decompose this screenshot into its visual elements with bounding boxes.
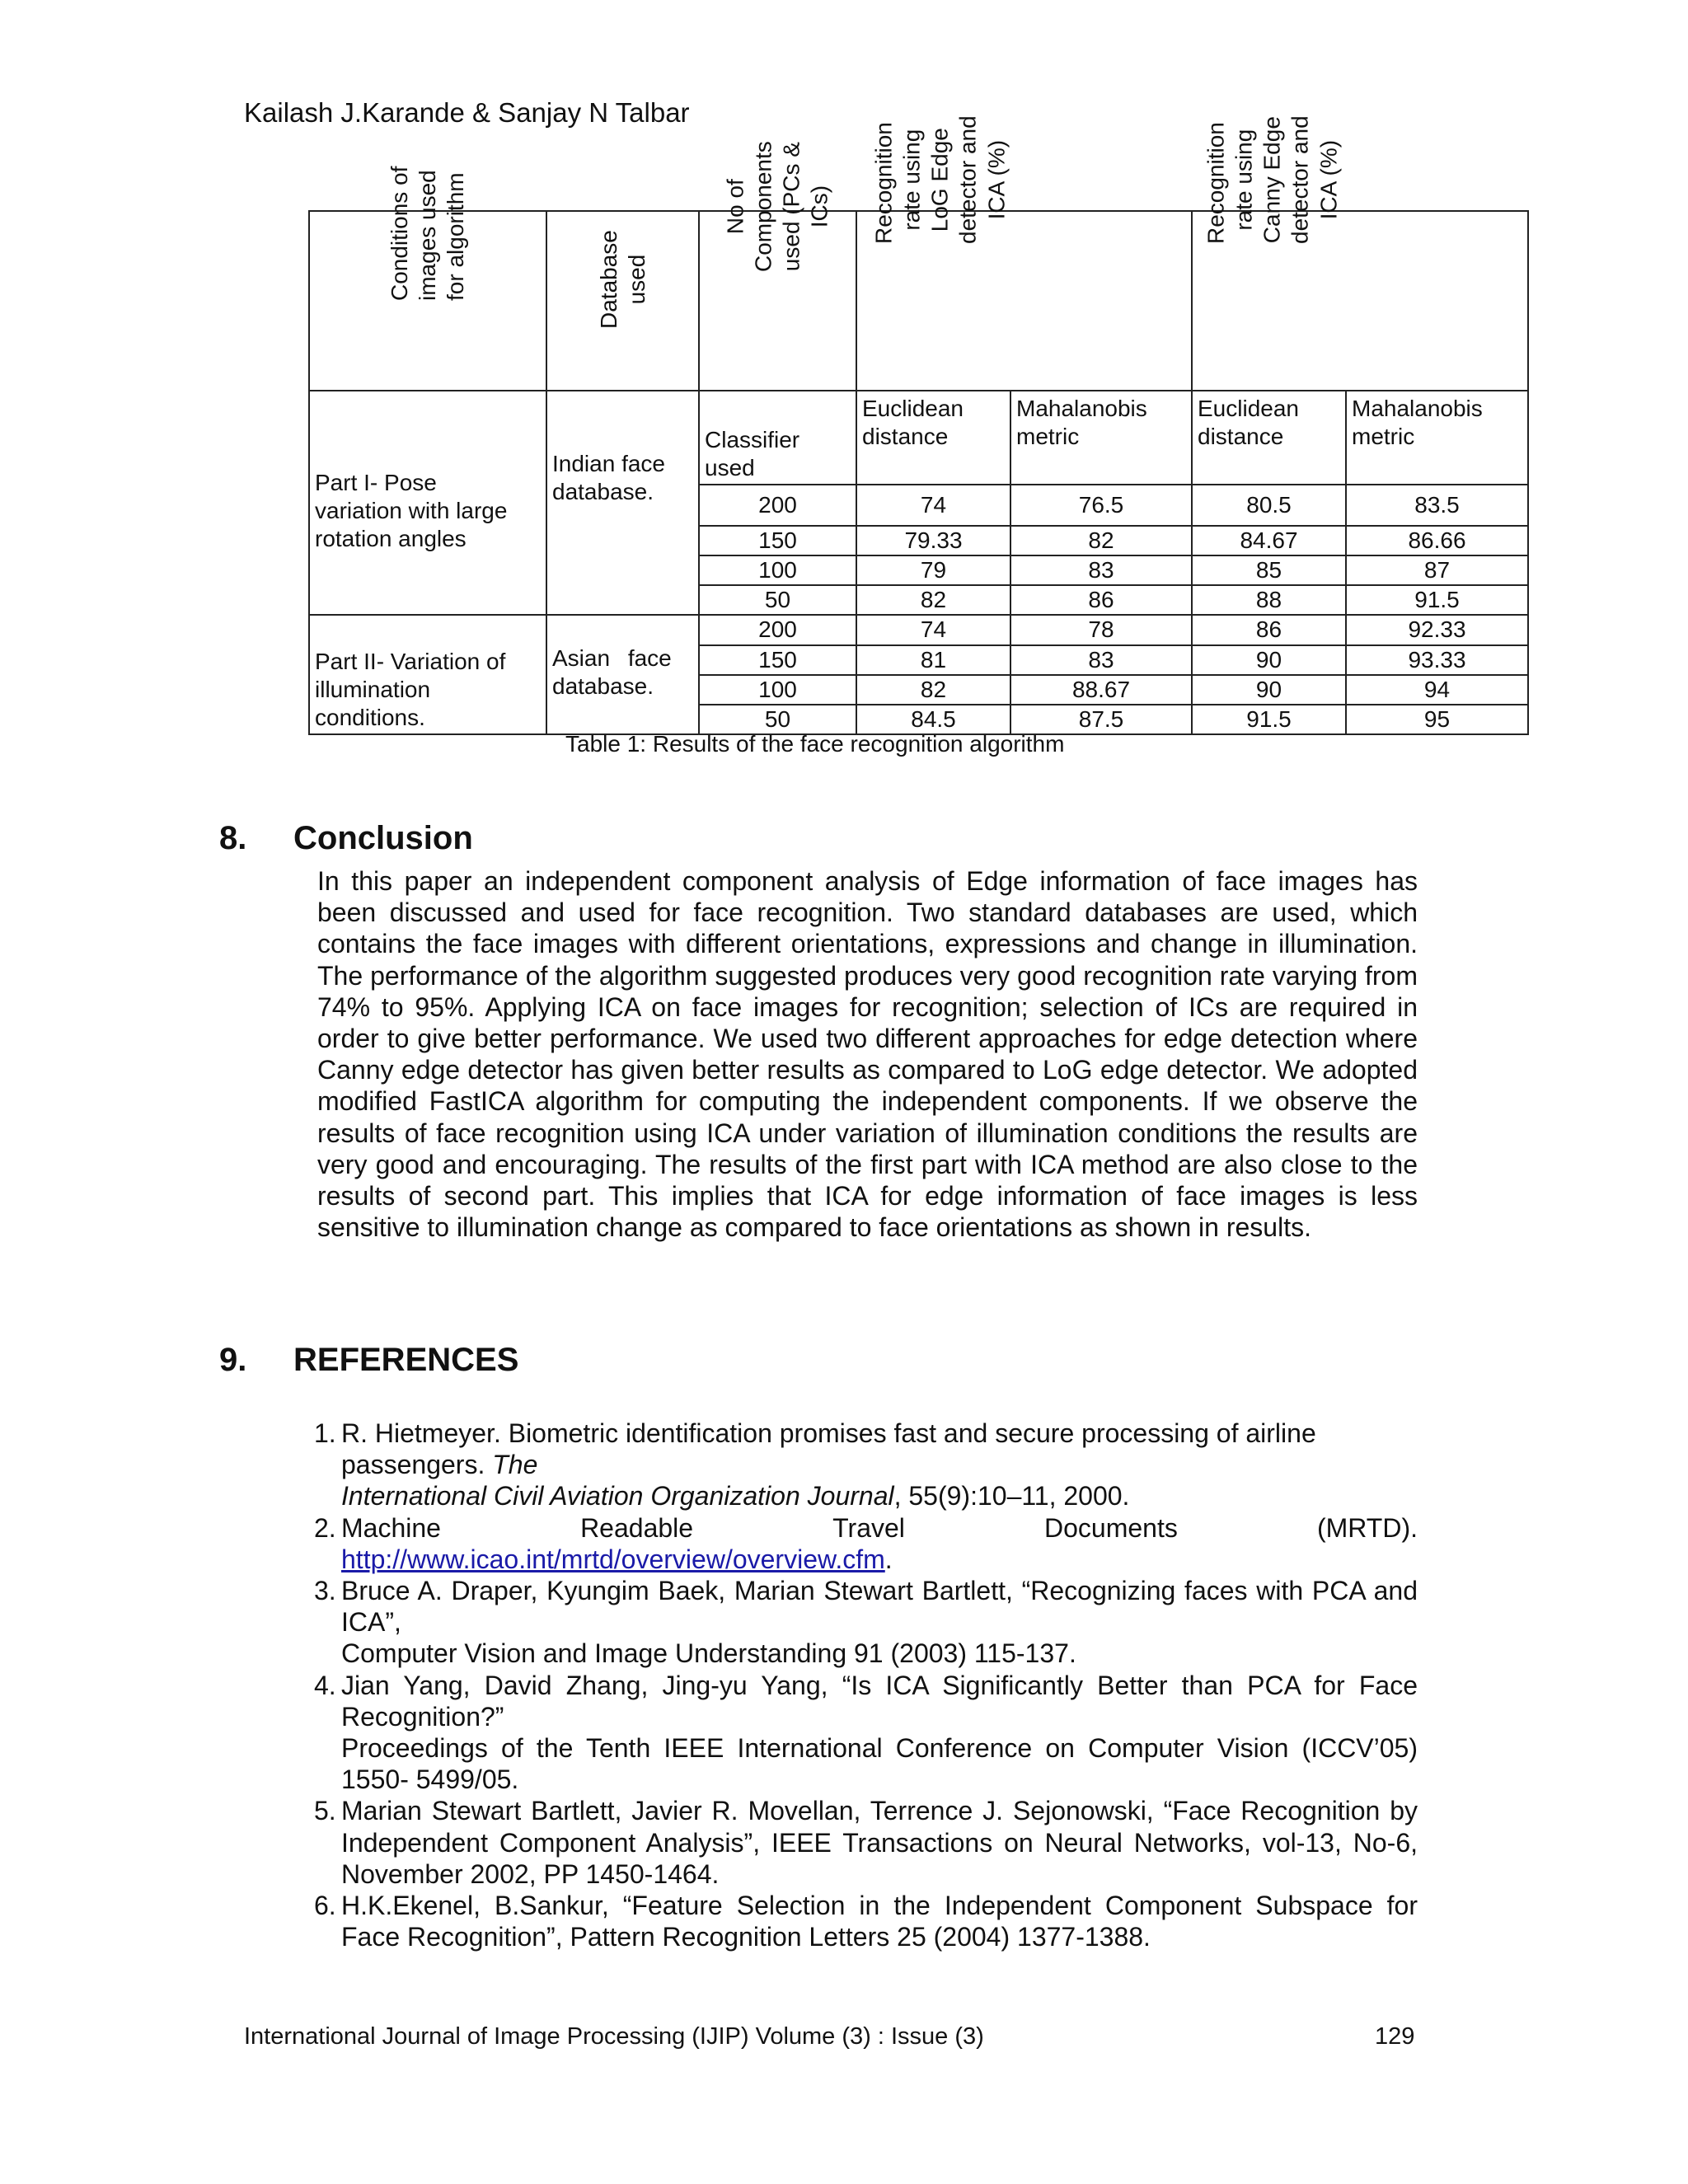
cell: 82 [856,585,1010,615]
cell: 84.67 [1192,526,1346,555]
cell: 74 [856,485,1010,526]
reference-number: 3. [314,1576,336,1606]
reference-item: 6. H.K.Ekenel, B.Sankur, “Feature Selection in the Independent Component Subspace for Face Recognition”, Pattern Recognition Letters 25 (2004) 1377-1388. [290,1890,1418,1952]
cell: 100 [699,555,856,585]
header-classifier: Classifier used [699,391,856,485]
reference-item: 5. Marian Stewart Bartlett, Javier R. Movellan, Terrence J. Sejonowski, “Face Recognition by Independent Component Analysis”, IEEE Transactions on Neural Networks, vol-13, No-6, November 2002, PP 1450-1464. [290,1795,1418,1890]
cell: 91.5 [1346,585,1528,615]
reference-item: 4. Jian Yang, David Zhang, Jing-yu Yang, “Is ICA Significantly Better than PCA for Face Recognition?” Proceedings of the Tenth IEEE International Conference on Computer Vision (ICCV’05) 1550- 5499/05. [290,1670,1418,1796]
cell: 86 [1192,615,1346,644]
cell: 79.33 [856,526,1010,555]
reference-number: 6. [314,1891,336,1921]
table-subheader-row [309,391,1528,485]
footer-journal: International Journal of Image Processing (IJIP) Volume (3) : Issue (3) [244,2023,984,2050]
cell: 83.5 [1346,485,1528,526]
results-table [308,115,1529,735]
cell: 200 [699,615,856,644]
cell: 90 [1192,675,1346,705]
header-canny-euclidean: Euclidean distance [1192,391,1346,485]
cell: 74 [856,615,1010,644]
cell: 87 [1346,555,1528,585]
cell: 79 [856,555,1010,585]
header-log-euclidean: Euclidean distance [856,391,1010,485]
cell: 83 [1010,645,1192,675]
header-conditions: Conditions of images used for algorithm [309,211,546,391]
reference-item: 2. Machine Readable Travel Documents (MRTD). http://www.icao.int/mrtd/overview/overview.cfm. [290,1512,1418,1575]
cell: 76.5 [1010,485,1192,526]
cell: 86.66 [1346,526,1528,555]
cell: 78 [1010,615,1192,644]
group2-database: Asian face database. [546,615,699,734]
reference-item: 3. Bruce A. Draper, Kyungim Baek, Marian Stewart Bartlett, “Recognizing faces with PCA and ICA”, Computer Vision and Image Understanding 91 (2003) 115-137. [290,1575,1418,1670]
reference-number: 4. [314,1670,336,1700]
table-header-row [309,211,1528,391]
cell: 91.5 [1192,705,1346,734]
section-number-conclusion: 8. [219,820,247,856]
cell: 95 [1346,705,1528,734]
running-header: Kailash J.Karande & Sanjay N Talbar [244,97,690,128]
cell: 83 [1010,555,1192,585]
header-canny-mahalanobis: Mahalanobis metric [1346,391,1528,485]
group1-database: Indian face database. [546,391,699,615]
cell: 82 [1010,526,1192,555]
cell: 82 [856,675,1010,705]
group1-condition: Part I- Pose variation with large rotation angles [309,391,546,615]
cell: 150 [699,526,856,555]
cell: 92.33 [1346,615,1528,644]
cell: 150 [699,645,856,675]
reference-item: 1. R. Hietmeyer. Biometric identification promises fast and secure processing of airline passengers. The International Civil Aviation Organization Journal, 55(9):10–11, 2000. [290,1418,1418,1512]
page-number: 129 [1375,2023,1415,2050]
header-database: Database used [546,211,699,391]
cell: 93.33 [1346,645,1528,675]
conclusion-paragraph: In this paper an independent component analysis of Edge information of face images has been discussed and used for face recognition. Two standard databases are used, which contains the face images with different orientations, expressions and change in illumination. The performance of the algorithm suggested produces very good recognition rate varying from 74% to 95%. Applying ICA on face images for recognition; selection of ICs are required in order to give better performance. We used two different approaches for edge detection where Canny edge detector has given better results as compared to LoG edge detector. We adopted modified FastICA algorithm for computing the independent components. If we observe the results of face recognition using ICA under variation of illumination conditions the results are very good and encouraging. The results of the first part with ICA method are also close to the results of second part. This implies that ICA for edge information of face images is less sensitive to illumination change as compared to face orientations as shown in results. [317,866,1418,1243]
cell: 94 [1346,675,1528,705]
cell: 81 [856,645,1010,675]
cell: 87.5 [1010,705,1192,734]
reference-number: 5. [314,1796,336,1826]
cell: 88 [1192,585,1346,615]
cell: 84.5 [856,705,1010,734]
reference-number: 2. [314,1512,336,1543]
cell: 86 [1010,585,1192,615]
cell: 200 [699,485,856,526]
section-number-references: 9. [219,1342,247,1378]
cell: 100 [699,675,856,705]
header-canny-rate: Recognition rate using Canny Edge detector and ICA (%) [1192,211,1528,391]
group2-condition: Part II- Variation of illumination conditions. [309,615,546,734]
cell: 50 [699,585,856,615]
cell: 85 [1192,555,1346,585]
header-components: No of Components used (PCs & ICs) [699,211,856,391]
reference-list [290,1418,1418,1952]
cell: 90 [1192,645,1346,675]
header-log-rate: Recognition rate using LoG Edge detector and ICA (%) [856,211,1192,391]
section-title-references: REFERENCES [293,1342,519,1378]
section-title-conclusion: Conclusion [293,820,473,856]
cell: 80.5 [1192,485,1346,526]
reference-link[interactable]: http://www.icao.int/mrtd/overview/overview.cfm [341,1544,885,1574]
header-log-mahalanobis: Mahalanobis metric [1010,391,1192,485]
table-row [309,615,1528,644]
table-caption: Table 1: Results of the face recognition algorithm [565,731,1065,757]
cell: 88.67 [1010,675,1192,705]
reference-number: 1. [314,1418,336,1448]
cell: 50 [699,705,856,734]
